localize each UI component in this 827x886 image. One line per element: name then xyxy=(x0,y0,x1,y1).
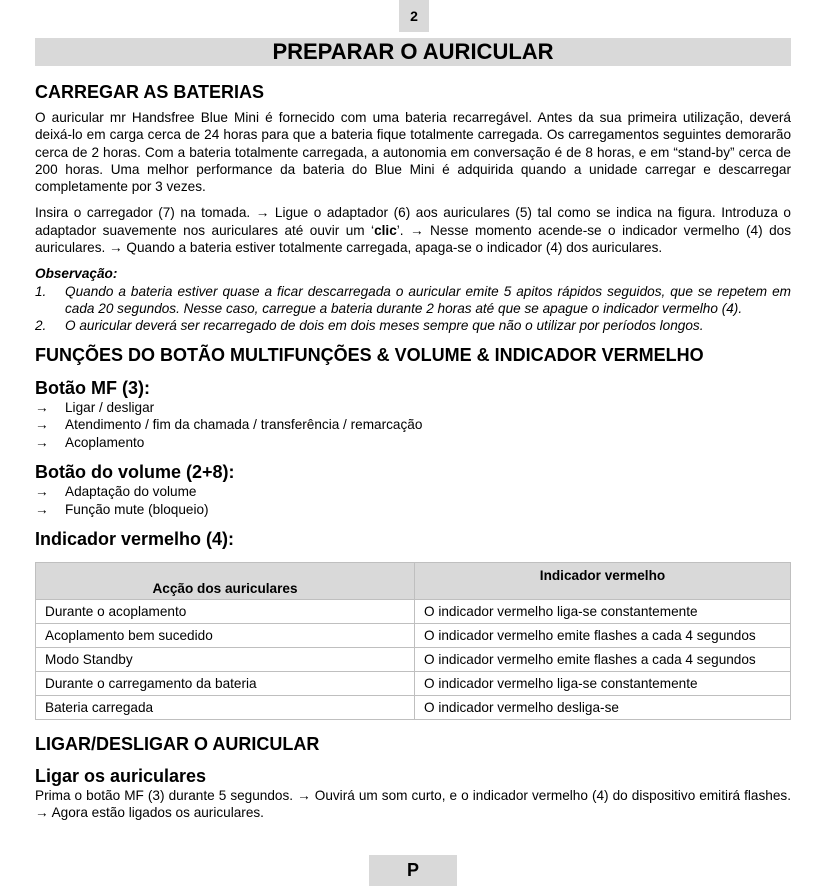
arrow-icon: → xyxy=(35,484,49,500)
section-heading-power: LIGAR/DESLIGAR O AURICULAR xyxy=(35,734,320,755)
section-heading-charge: CARREGAR AS BATERIAS xyxy=(35,82,265,102)
column-header-action: Acção dos auriculares xyxy=(36,563,415,600)
list-item xyxy=(35,416,791,434)
table-cell-indicator: O indicador vermelho desliga-se xyxy=(415,696,791,720)
charge-paragraph-2-part-b: ’. → Nesse momento acende-se o indicador vermelho (4) dos auriculares. → Quando a bateria estiver totalmente carregada, apaga-se o indicador (4) dos auriculares. xyxy=(35,222,792,256)
mf-button-list xyxy=(35,399,791,452)
note-item xyxy=(35,317,791,334)
table-cell-action: Modo Standby xyxy=(36,648,415,672)
table-cell-action: Durante o acoplamento xyxy=(36,600,415,624)
table-cell-indicator: O indicador vermelho emite flashes a cada 4 segundos xyxy=(415,648,791,672)
page-number: 2 xyxy=(399,0,429,32)
clic-word: clic xyxy=(374,222,397,238)
table-cell-action: Bateria carregada xyxy=(36,696,415,720)
table-cell-indicator: O indicador vermelho liga-se constantemente xyxy=(415,672,791,696)
list-item-text: Atendimento / fim da chamada / transferência / remarcação xyxy=(65,417,423,433)
table-row xyxy=(36,624,791,648)
list-item-text: Ligar / desligar xyxy=(65,399,155,415)
note-text: Quando a bateria estiver quase a ficar descarregada o auricular emite 5 apitos rápidos seguidos, que se repetem em cada 20 segundos. Nesse caso, carregue a bateria durante 2 horas até que se apague o indicador vermelho (4). xyxy=(65,283,791,316)
list-item-text: Acoplamento xyxy=(65,434,145,450)
observation-notes xyxy=(35,283,791,335)
table-row xyxy=(36,600,791,624)
table-cell-action: Acoplamento bem sucedido xyxy=(36,624,415,648)
table-cell-action: Durante o carregamento da bateria xyxy=(36,672,415,696)
table-cell-indicator: O indicador vermelho emite flashes a cada 4 segundos xyxy=(415,624,791,648)
power-on-paragraph: Prima o botão MF (3) durante 5 segundos. → Ouvirá um som curto, e o indicador vermelho (4) do dispositivo emitirá flashes. → Agora estão ligados os auriculares. xyxy=(35,788,791,821)
list-item-text: Função mute (bloqueio) xyxy=(65,501,209,517)
table-row xyxy=(36,648,791,672)
list-item-text: Adaptação do volume xyxy=(65,484,197,500)
observation-label: Observação: xyxy=(35,266,118,282)
note-text: O auricular deverá ser recarregado de dois em dois meses sempre que não o utilizar por períodos longos. xyxy=(65,318,704,334)
arrow-icon: → xyxy=(35,417,49,433)
column-header-indicator: Indicador vermelho xyxy=(415,563,791,600)
charge-paragraph-2-part-a: Insira o carregador (7) na tomada. → Ligue o adaptador (6) aos auriculares (5) tal como se indica na figura. Introduza o adaptador suavemente nos auriculares até ouvir um ‘ xyxy=(35,205,791,238)
table-header-row xyxy=(36,563,791,600)
mf-button-heading: Botão MF (3): xyxy=(35,377,150,398)
list-item xyxy=(35,399,791,417)
arrow-icon: → xyxy=(35,399,49,415)
section-heading-functions: FUNÇÕES DO BOTÃO MULTIFUNÇÕES & VOLUME & INDICADOR VERMELHO xyxy=(35,344,704,365)
charge-paragraph-2 xyxy=(35,204,791,256)
arrow-icon: → xyxy=(35,501,49,517)
list-item xyxy=(35,483,791,501)
power-on-heading: Ligar os auriculares xyxy=(35,766,207,787)
arrow-icon: → xyxy=(35,434,49,450)
list-item xyxy=(35,501,791,519)
charge-paragraph-1: O auricular mr Handsfree Blue Mini é fornecido com uma bateria recarregável. Antes da sua primeira utilização, deverá deixá-lo em carga cerca de 24 horas para que a bateria fique totalmente carregada. Os carregamentos seguintes demorarão cerca de 2 horas. Com a bateria totalmente carregada, a autonomia em conversação é de 8 horas, e em “stand-by” cerca de 200 horas. Uma melhor performance da bateria do Blue Mini é adquirida quando a unidade carregar e descarregar completamente por 3 vezes. xyxy=(35,110,791,195)
document-body xyxy=(35,80,791,822)
volume-button-heading: Botão do volume (2+8): xyxy=(35,462,235,483)
red-indicator-heading: Indicador vermelho (4): xyxy=(35,529,235,550)
volume-button-list xyxy=(35,483,791,518)
list-item xyxy=(35,434,791,452)
table-row xyxy=(36,672,791,696)
language-tab: P xyxy=(369,855,457,886)
indicator-table xyxy=(35,562,791,720)
table-cell-indicator: O indicador vermelho liga-se constantemente xyxy=(415,600,791,624)
page-title: PREPARAR O AURICULAR xyxy=(35,38,791,66)
note-number: 2. xyxy=(35,318,47,334)
table-row xyxy=(36,696,791,720)
note-number: 1. xyxy=(35,283,47,299)
note-item xyxy=(35,283,791,318)
